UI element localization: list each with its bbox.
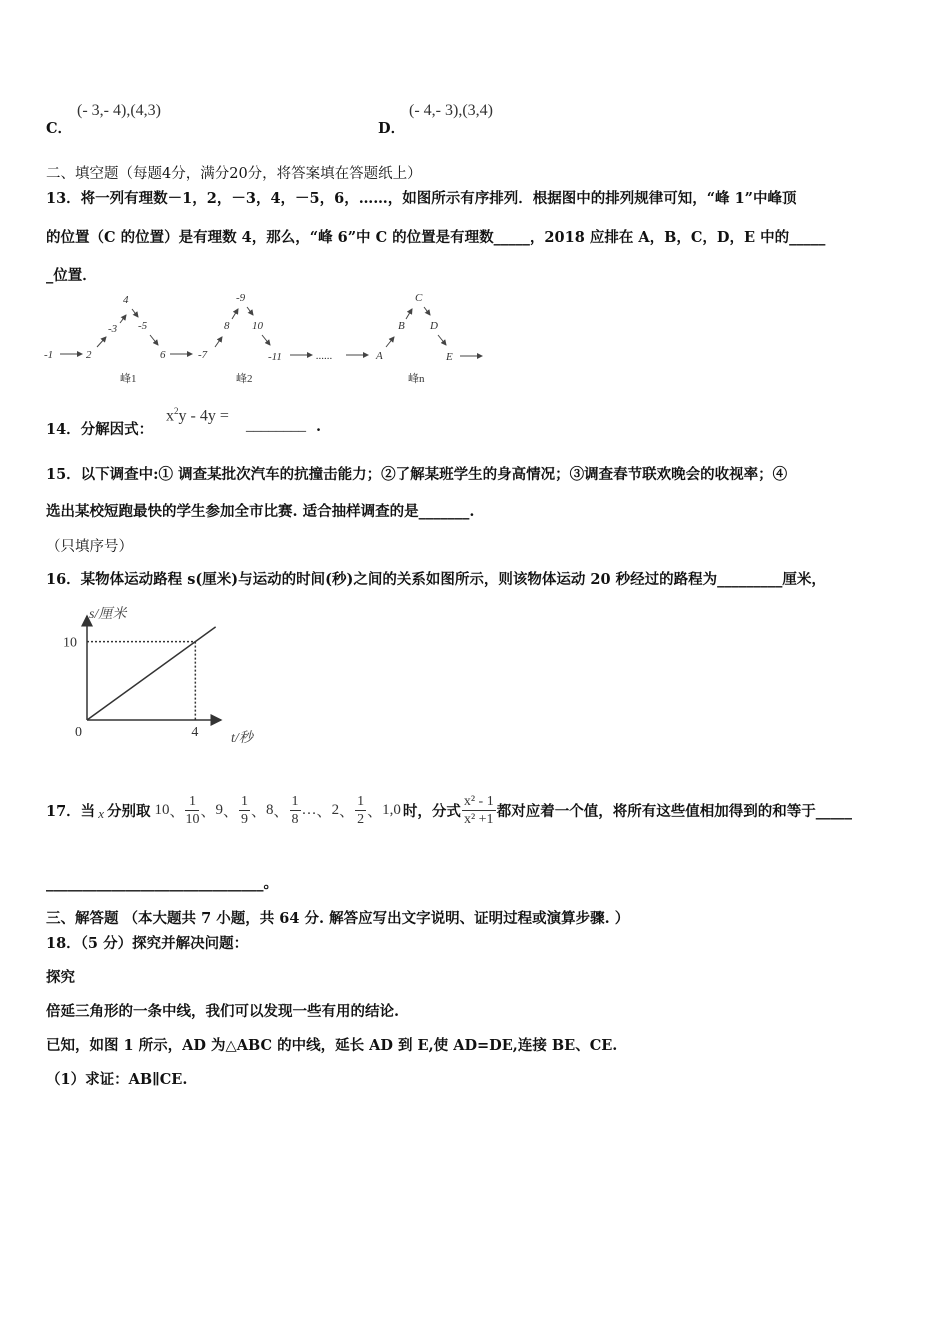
seq-num: -7 bbox=[198, 349, 208, 361]
seq-num: 6 bbox=[160, 349, 166, 361]
seq-num: 8 bbox=[224, 320, 230, 332]
x-tick-label: 4 bbox=[191, 725, 199, 740]
seq-num: -9 bbox=[236, 292, 246, 304]
seq-num: 10 bbox=[252, 320, 263, 332]
q15-line2: 选出某校短跑最快的学生参加全市比赛. 适合抽样调查的是_______. bbox=[46, 503, 475, 520]
q15-line1: 15．以下调查中:① 调查某批次汽车的抗撞击能力；②了解某班学生的身高情况；③调查春节联欢晚会的收视率；④ bbox=[46, 466, 788, 483]
letter-b: B bbox=[398, 320, 405, 332]
q13-line3: _位置． bbox=[46, 267, 97, 284]
option-d-label: D． bbox=[378, 120, 406, 137]
q16-line1: 16．某物体运动路程 s(厘米)与运动的时间(秒)之间的关系如图所示，则该物体运动 20 秒经过的路程为_________厘米， bbox=[46, 571, 826, 588]
letter-c: C bbox=[415, 292, 423, 304]
peak-label-2: 峰2 bbox=[236, 373, 253, 385]
q18-title: 18．（5 分）探究并解决问题： bbox=[46, 935, 249, 952]
seq-num: -3 bbox=[108, 323, 118, 335]
x-tick-label: 0 bbox=[75, 725, 82, 740]
q18-paragraph-2: 已知，如图 1 所示，AD 为△ABC 的中线，延长 AD 到 E,使 AD=DE,连接 BE、CE. bbox=[46, 1037, 618, 1054]
letter-a: A bbox=[376, 350, 383, 362]
seq-num: 4 bbox=[123, 294, 129, 306]
q14-end: . bbox=[316, 418, 322, 435]
q14-expression: $x^2y - 4y$ = bbox=[166, 406, 229, 425]
seq-num: -1 bbox=[44, 349, 54, 361]
peak-figure bbox=[40, 287, 500, 387]
section-2-heading: 二、填空题（每题4分，满分20分，将答案填在答题纸上） bbox=[46, 166, 422, 182]
option-d-value: (- 4,- 3),(3,4) bbox=[409, 102, 493, 119]
q17-line1: 17．当 x 分别取 10 、 $\frac{1}{10}$ 、 9 、 $\frac{1}{9}$ 、 8 、 $\frac{1}{8}$ … 、 2 、 $\frac{1}{2}$ 、 1,0 时，分式 $\frac{\text{x² - 1}}{\text{x² +1}}$ 都对应着一个值，将所有这些值相加得到的和等于_____ bbox=[46, 793, 852, 827]
peak-label-n: 峰n bbox=[408, 373, 425, 385]
q14-prefix: 14．分解因式： bbox=[46, 421, 154, 438]
seq-num: -11 bbox=[268, 351, 282, 363]
seq-dots: ...... bbox=[316, 350, 333, 362]
y-tick-label: 10 bbox=[63, 635, 77, 651]
distance-time-chart bbox=[55, 598, 255, 748]
seq-num: 2 bbox=[86, 349, 92, 361]
seq-num: -5 bbox=[138, 320, 148, 332]
section-3-heading: 三、解答题 （本大题共 7 小题，共 64 分. 解答应写出文字说明、证明过程或演算步骤. ） bbox=[46, 910, 630, 927]
q18-paragraph-1: 倍延三角形的一条中线，我们可以发现一些有用的结论. bbox=[46, 1003, 400, 1020]
x-axis-label: t/秒 bbox=[231, 731, 253, 746]
letter-e: E bbox=[446, 351, 453, 363]
q18-subheading: 探究 bbox=[46, 969, 75, 986]
q17-line2: ______________________________。 bbox=[46, 875, 278, 892]
q14-blank: ________ bbox=[246, 418, 306, 434]
q18-part-1: （1）求证：AB∥CE. bbox=[46, 1071, 188, 1088]
option-c-label: C． bbox=[46, 120, 73, 137]
q13-line2: 的位置（C 的位置）是有理数 4，那么，“峰 6”中 C 的位置是有理数_____，2018 应排在 A，B，C，D，E 中的_____ bbox=[46, 229, 826, 246]
letter-d: D bbox=[430, 320, 438, 332]
peak-label-1: 峰1 bbox=[120, 373, 137, 385]
option-c-value: (- 3,- 4),(4,3) bbox=[77, 102, 161, 119]
y-axis-label: s/厘米 bbox=[89, 607, 127, 622]
q15-line3: （只填序号） bbox=[46, 539, 133, 555]
q13-line1: 13．将一列有理数－1，2，－3，4，－5，6，……，如图所示有序排列．根据图中的排列规律可知，“峰 1”中峰顶 bbox=[46, 190, 797, 207]
